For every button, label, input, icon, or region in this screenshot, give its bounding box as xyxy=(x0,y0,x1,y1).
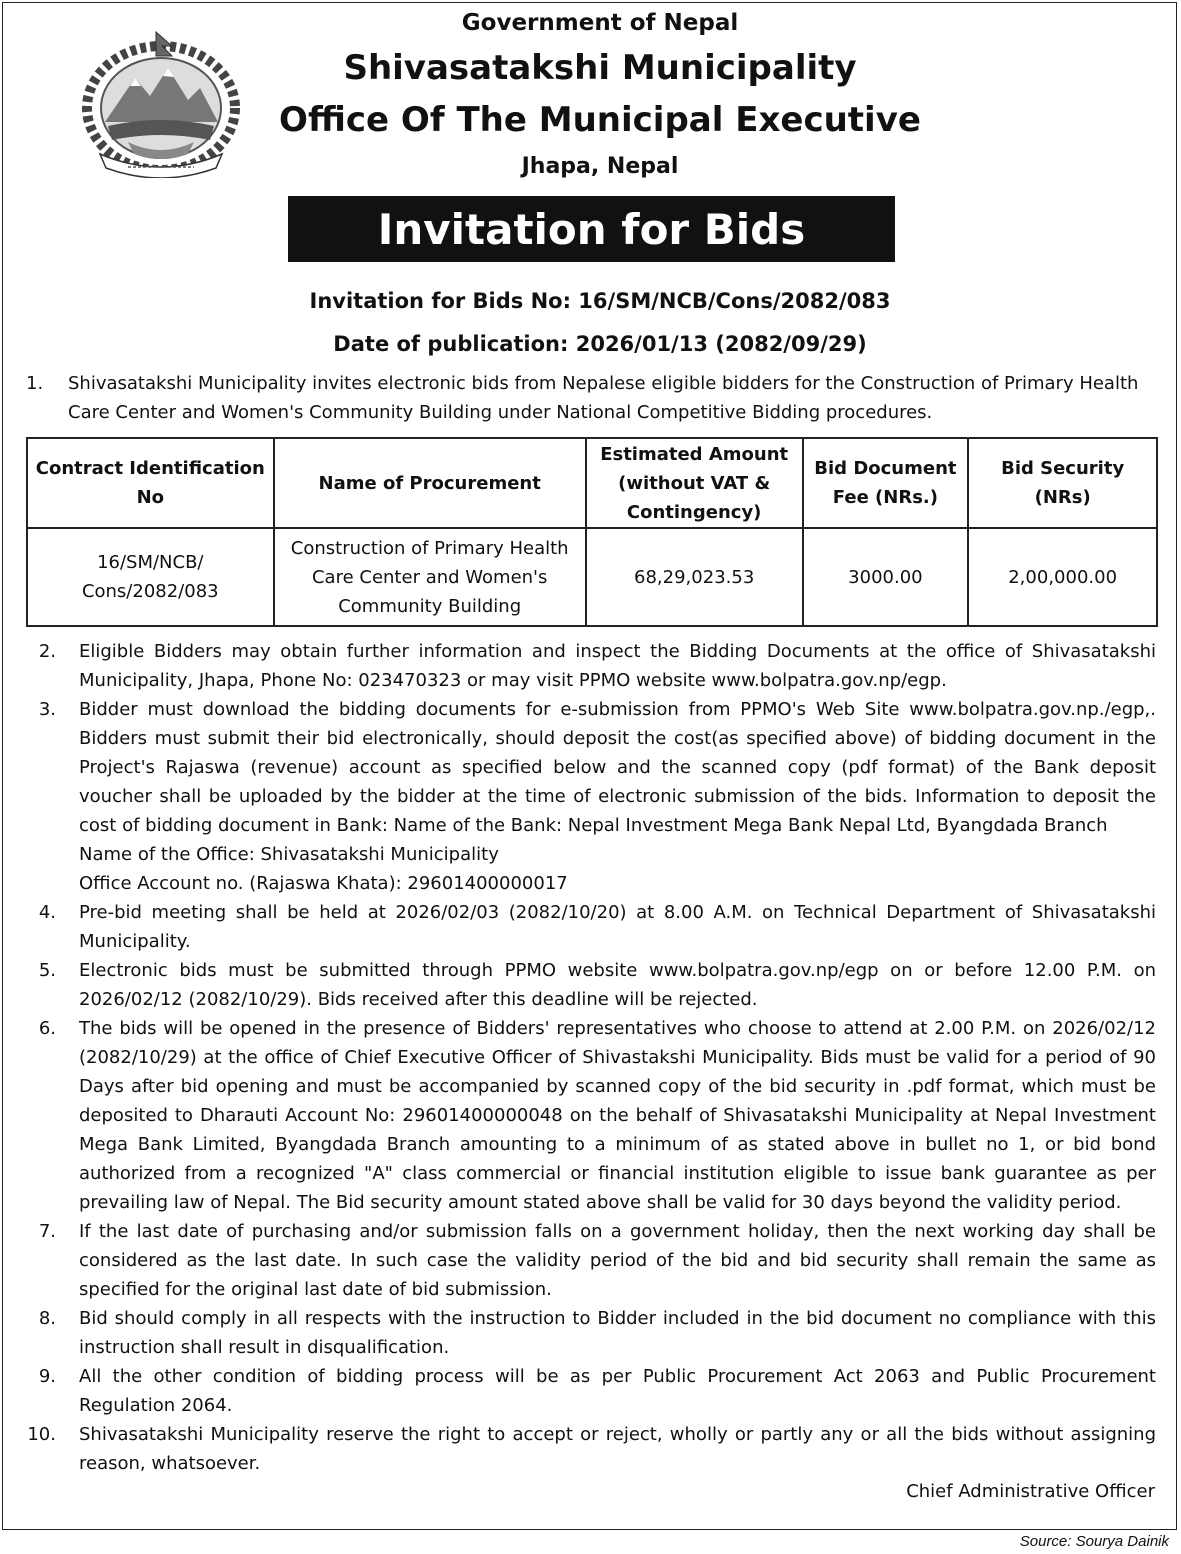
table-header: Contract Identification No xyxy=(27,438,274,528)
table-header-row xyxy=(27,438,1157,528)
ifb-number: Invitation for Bids No: 16/SM/NCB/Cons/2082/083 xyxy=(309,289,891,313)
bid-table xyxy=(26,437,1158,627)
list-item xyxy=(26,956,1156,1014)
list-item xyxy=(26,1014,1156,1217)
table-cell: 16/SM/NCB/ Cons/2082/083 xyxy=(27,528,274,626)
item-number: 8. xyxy=(38,1308,56,1329)
nepal-emblem-icon xyxy=(80,30,242,178)
publication-date: Date of publication: 2026/01/13 (2082/09/29) xyxy=(333,332,867,356)
item-text: If the last date of purchasing and/or submission falls on a government holiday, then the next working day shall be considered as the last date. In such case the validity period of the bid and bid security shall remain the same as specified for the original last date of bid submission. xyxy=(79,1221,1156,1300)
table-header: Bid Document Fee (NRs.) xyxy=(803,438,969,528)
item-number: 4. xyxy=(38,902,56,923)
intro-paragraph xyxy=(26,369,1156,427)
list-item xyxy=(26,1362,1156,1420)
item-number: 3. xyxy=(38,699,56,720)
source-credit: Source: Sourya Dainik xyxy=(1019,1533,1169,1550)
item-text: Shivasatakshi Municipality reserve the right to accept or reject, wholly or partly any or all the bids without assigning reason, whatsoever. xyxy=(79,1424,1156,1474)
intro-text: Shivasatakshi Municipality invites electronic bids from Nepalese eligible bidders for the Construction of Primary Health Care Center and Women's Community Building under National Competitive Bidding procedures. xyxy=(68,373,1139,423)
office-title: Office Of The Municipal Executive xyxy=(279,100,921,140)
table-cell: 2,00,000.00 xyxy=(968,528,1157,626)
numbered-items xyxy=(26,637,1156,1478)
item-text: Bid should comply in all respects with the instruction to Bidder included in the bid document no compliance with this instruction shall result in disqualification. xyxy=(79,1308,1156,1358)
municipality-title: Shivasatakshi Municipality xyxy=(343,48,857,88)
item-text: Bidder must download the bidding documents for e-submission from PPMO's Web Site www.bolpatra.gov.np./egp,. Bidders must submit their bid electronically, should deposit the cost(as specified above) of bidding document in the Project's Rajaswa (revenue) account as specified below and the scanned copy (pdf format) of the Bank deposit voucher shall be uploaded by the bidder at the time of electronic submission of the bids. Information to deposit the cost of bidding document in Bank: Name of the Bank: Nepal Investment Mega Bank Nepal Ltd, Byangdada Branch xyxy=(79,699,1156,836)
table-cell: Construction of Primary Health Care Center and Women's Community Building xyxy=(274,528,586,626)
list-item xyxy=(26,695,1156,898)
list-item xyxy=(26,1217,1156,1304)
item-text: All the other condition of bidding process will be as per Public Procurement Act 2063 and Public Procurement Regulation 2064. xyxy=(79,1366,1156,1416)
item-text: Electronic bids must be submitted through PPMO website www.bolpatra.gov.np/egp on or before 12.00 P.M. on 2026/02/12 (2082/10/29). Bids received after this deadline will be rejected. xyxy=(79,960,1156,1010)
item-number: 10. xyxy=(27,1424,56,1445)
table-cell: 68,29,023.53 xyxy=(586,528,803,626)
list-item xyxy=(26,898,1156,956)
item-number: 1. xyxy=(26,373,44,394)
account-number: Office Account no. (Rajaswa Khata): 29601400000017 xyxy=(79,873,568,894)
table-header: Estimated Amount (without VAT & Contingency) xyxy=(586,438,803,528)
signatory: Chief Administrative Officer xyxy=(906,1481,1155,1502)
office-name: Name of the Office: Shivasatakshi Municipality xyxy=(79,844,499,865)
table-row xyxy=(27,528,1157,626)
item-number: 7. xyxy=(38,1221,56,1242)
item-number: 2. xyxy=(38,641,56,662)
item-number: 6. xyxy=(38,1018,56,1039)
government-title: Government of Nepal xyxy=(461,10,739,36)
item-text: Pre-bid meeting shall be held at 2026/02/03 (2082/10/20) at 8.00 A.M. on Technical Department of Shivasatakshi Municipality. xyxy=(79,902,1156,952)
item-number: 5. xyxy=(38,960,56,981)
list-item xyxy=(26,1420,1156,1478)
table-cell: 3000.00 xyxy=(803,528,969,626)
list-item xyxy=(26,1304,1156,1362)
location: Jhapa, Nepal xyxy=(521,154,679,179)
item-number: 9. xyxy=(38,1366,56,1387)
item-text: The bids will be opened in the presence of Bidders' representatives who choose to attend at 2.00 P.M. on 2026/02/12 (2082/10/29) at the office of Chief Executive Officer of Shivastakshi Municipality. Bids must be valid for a period of 90 Days after bid opening and must be accompanied by scanned copy of the bid security in .pdf format, which must be deposited to Dharauti Account No: 29601400000048 on the behalf of Shivasatakshi Municipality at Nepal Investment Mega Bank Limited, Byangdada Branch amounting to a minimum of as stated above in bullet no 1, or bid bond authorized from a recognized "A" class commercial or financial institution eligible to issue bank guarantee as per prevailing law of Nepal. The Bid security amount stated above shall be valid for 30 days beyond the validity period. xyxy=(79,1018,1156,1213)
item-text: Eligible Bidders may obtain further information and inspect the Bidding Documents at the office of Shivasatakshi Municipality, Jhapa, Phone No: 023470323 or may visit PPMO website www.bolpatra.gov.np/egp. xyxy=(79,641,1156,691)
table-header: Name of Procurement xyxy=(274,438,586,528)
table-header: Bid Security (NRs) xyxy=(968,438,1157,528)
invitation-banner: Invitation for Bids xyxy=(288,196,895,262)
list-item xyxy=(26,637,1156,695)
